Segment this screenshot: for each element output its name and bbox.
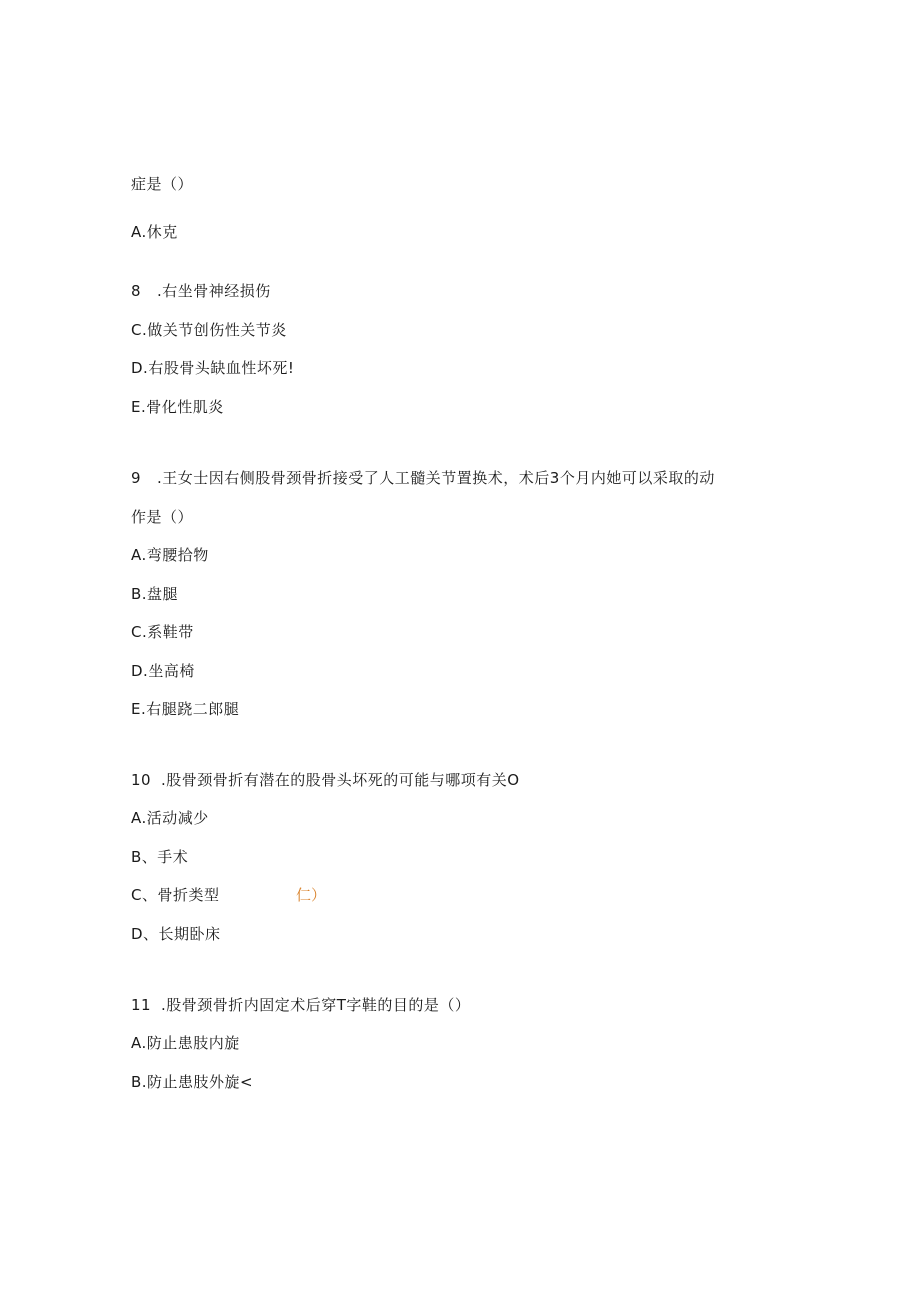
line-text: B、手术	[131, 848, 189, 866]
question-11-option-b	[131, 1072, 253, 1092]
line-text: A.活动减少	[131, 809, 209, 827]
line-text: 作是（）	[131, 508, 194, 526]
line-text: A.弯腰拾物	[131, 546, 209, 564]
question-text: .王女士因右侧股骨颈骨折接受了人工髓关节置换术，术后3个月内她可以采取的动	[157, 469, 715, 487]
question-11	[131, 995, 470, 1015]
question-9-option-b	[131, 584, 178, 604]
line-text: B.盘腿	[131, 585, 179, 603]
line-text: A.休克	[131, 223, 178, 241]
question-8-option-e	[131, 397, 224, 417]
question-10-option-a	[131, 808, 209, 828]
line-text: C.系鞋带	[131, 623, 194, 641]
question-10	[131, 770, 520, 790]
question-10-option-d	[131, 924, 221, 944]
question-10-option-b	[131, 847, 188, 867]
line-text: E.右腿跷二郎腿	[131, 700, 240, 718]
line-text: D.右股骨头缺血性坏死!	[131, 359, 295, 377]
question-9-option-a	[131, 545, 209, 565]
line-text: 症是（）	[131, 175, 194, 193]
line-text: D.坐高椅	[131, 662, 195, 680]
question-number: 10	[131, 771, 152, 789]
question-9-continuation	[131, 507, 193, 527]
question-11-option-a	[131, 1033, 240, 1053]
question-9-option-d	[131, 661, 195, 681]
line-text: D、长期卧床	[131, 925, 221, 943]
question-text: .右坐骨神经损伤	[157, 282, 271, 300]
question-9-option-e	[131, 699, 239, 719]
question-8	[131, 281, 271, 301]
handwritten-annotation	[296, 885, 326, 905]
question-10-option-c	[131, 885, 219, 905]
line-text: C、骨折类型	[131, 886, 220, 904]
line-text: A.防止患肢内旋	[131, 1034, 240, 1052]
question-7-continuation	[131, 174, 193, 194]
question-text: .股骨颈骨折内固定术后穿T字鞋的目的是（）	[161, 996, 471, 1014]
question-number: 9	[131, 469, 142, 487]
question-text: .股骨颈骨折有潜在的股骨头坏死的可能与哪项有关O	[161, 771, 520, 789]
line-text: E.骨化性肌炎	[131, 398, 224, 416]
question-9	[131, 468, 715, 488]
annotation-text: 仁）	[296, 886, 327, 904]
question-9-option-c	[131, 622, 194, 642]
question-number: 11	[131, 996, 152, 1014]
line-text: C.做关节创伤性关节炎	[131, 321, 287, 339]
question-8-option-d	[131, 358, 294, 378]
line-text: B.防止患肢外旋<	[131, 1073, 254, 1091]
question-8-option-c	[131, 320, 287, 340]
question-7-option-a	[131, 222, 178, 242]
question-number: 8	[131, 282, 142, 300]
